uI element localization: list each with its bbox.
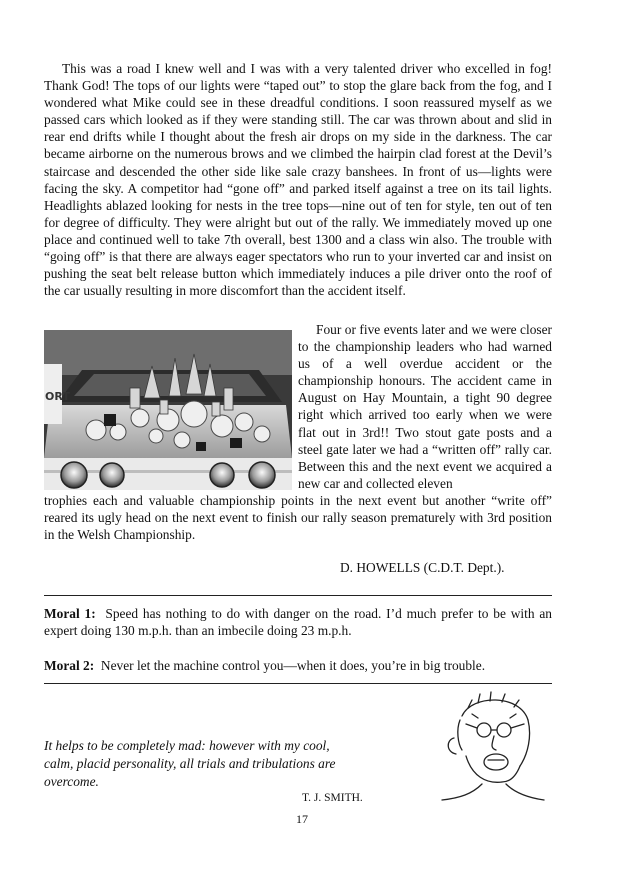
article-paragraph-1: This was a road I knew well and I was with a very talented driver who excelled in fog! Thank God! The tops of our lights were “taped out” to stop the glare back from the fog, and I wondered what Mike could see in these dreadful conditions. I soon reassured myself as we passed cars which looked as if they were standing still. The car was thrown about and slid in rear end drifts while I thought about the fresh air drops on my side in the darkness. The car became airborne on the numerous brows and we climbed the hairpin clad forest at the Devil’s staircase and descended the other side like sale crazy banshees. In front of us—lights were facing the sky. A competitor had “gone off” and parked itself against a tree on its tail lights. Headlights ablazed looking for nests in the tree tops—nine out of ten for style, ten out of ten for degree of difficulty. They were alright but out of the rally. We immediately moved up one place and continued well to take 7th overall, best 1300 and a class win also. The trouble with “going off” is that there are always eager spectators who run to your inverted car and insist on pushing the seat belt release button which immediately induces a pile driver onto the roof of the car usually resulting in more discomfort than the accident itself.	[44, 61, 552, 299]
quote-text: It helps to be completely mad: however with my cool, calm, placid personality, all trials and tribulations are overcome.	[44, 738, 336, 789]
moral-1	[44, 605, 552, 639]
divider-top	[44, 595, 552, 596]
page-number: 17	[296, 812, 308, 826]
divider-bottom	[44, 683, 552, 684]
caricature-icon	[432, 690, 547, 810]
caricature-drawing	[432, 690, 547, 810]
moral-2-label: Moral 2:	[44, 658, 95, 673]
article-paragraph-3: trophies each and valuable championship points in the next event but another “write off” reared its ugly head on the next event to finish our rally season prematurely with 3rd position in the Welsh Championship.	[44, 493, 552, 543]
article-paragraph-2: Four or five events later and we were closer to the championship leaders who had warned us of a well overdue accident or the championship honours. The accident came in August on Hay Mountain, a tight 90 degree right which arrived too early when we were flat out in 3rd!! Two stout gate posts and a steel gate later we had a “written off” rally car. Between this and the next event we acquired a new car and collected eleven	[298, 322, 552, 491]
trophies-on-car-photo	[44, 330, 292, 490]
trophies-photo-graphic	[44, 330, 292, 490]
moral-2	[44, 657, 552, 674]
author-signature: D. HOWELLS (C.D.T. Dept.).	[340, 560, 505, 575]
moral-1-text: Speed has nothing to do with danger on the road. I’d much prefer to be with an expert doing 130 m.p.h. than an imbecile doing 23 m.p.h.	[44, 606, 553, 639]
quote-signature: T. J. SMITH.	[302, 792, 363, 804]
moral-1-label: Moral 1:	[44, 606, 96, 621]
moral-2-text: Never let the machine control you—when it does, you’re in big trouble.	[100, 658, 486, 673]
car-side-text: ORT	[45, 390, 70, 403]
